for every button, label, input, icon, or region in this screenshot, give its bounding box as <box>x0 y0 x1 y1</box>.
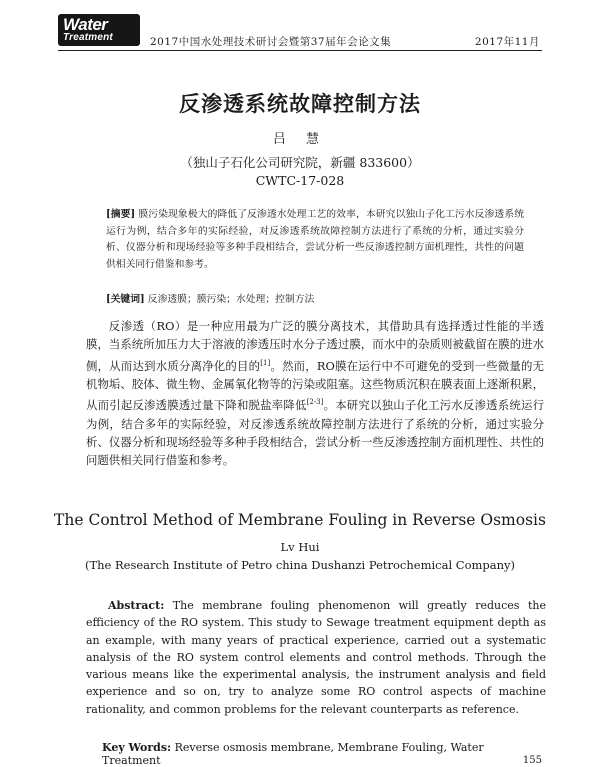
english-abstract <box>86 597 546 718</box>
english-keywords-text: Reverse osmosis membrane, Membrane Fouling, Water Treatment <box>102 741 484 767</box>
chinese-affiliation: （独山子石化公司研究院，新疆 833600） <box>180 155 420 170</box>
chinese-author: 吕 慧 <box>272 132 328 147</box>
chinese-keywords-label: [关键词] <box>106 294 145 305</box>
english-abstract-text: The membrane fouling phenomenon will greatly reduces the efficiency of the RO system. This study to Sewage treatment equipment depth as an example, with many years of practical experience, carried out a systematic analysis of the RO system control elements and control methods. Through the various means like the experimental analysis, the instrument analysis and field experience and so on, try to analyze some RO control aspects of machine rationality, and common problems for the relevant counterparts as reference. <box>86 599 546 716</box>
issue-date: 2017年11月 <box>474 36 540 48</box>
chinese-title: 反渗透系统故障控制方法 <box>179 91 421 116</box>
body-text-part-3: 。本研究以独山子化工污水反渗透系统运行为例，结合多年的实际经验，对反渗透系统故障控制方法进行了系统的分析，通过实验分析、仪器分析和现场经验等多种手段相结合，尝试分析一些反渗透控制方面机理性、共性的问题供相关同行借鉴和参考。 <box>86 398 544 468</box>
chinese-abstract-text: 膜污染现象极大的降低了反渗透水处理工艺的效率，本研究以独山子化工污水反渗透系统运行为例，结合多年的实际经验，对反渗透系统故障控制方法进行了系统的分析，通过实验分析、仪器分析和现场经验等多种手段相结合，尝试分析一些反渗透控制方面机理性，共性的问题供相关同行借鉴和参考。 <box>106 209 525 270</box>
chinese-abstract-label: [摘要] <box>106 209 136 220</box>
english-keywords <box>102 741 542 767</box>
english-author: Lv Hui <box>280 540 320 554</box>
english-title: The Control Method of Membrane Fouling in Reverse Osmosis <box>54 511 546 529</box>
chinese-keywords <box>106 291 524 305</box>
journal-name: 2017中国水处理技术研讨会暨第37届年会论文集 <box>150 36 392 48</box>
journal-logo <box>58 14 140 46</box>
english-abstract-label: Abstract: <box>108 599 165 612</box>
chinese-abstract <box>106 207 524 273</box>
english-affiliation: (The Research Institute of Petro china Dushanzi Petrochemical Company) <box>84 558 516 572</box>
citation-1: [1] <box>260 358 271 367</box>
running-header <box>150 34 540 49</box>
body-text-part-1: 反渗透（RO）是一种应用最为广泛的膜分离技术，其借助具有选择透过性能的半透膜，当系统所加压力大于溶液的渗透压时水分子透过膜，而水中的杂质则被截留在膜的进水侧，从而达到水质分离净化的目的 <box>86 319 544 373</box>
page-number: 155 <box>522 755 542 766</box>
english-keywords-label: Key Words: <box>102 741 172 754</box>
logo-line-1: Water <box>63 15 108 34</box>
chinese-keywords-text: 反渗透膜；膜污染；水处理；控制方法 <box>147 294 315 305</box>
citation-2-3: [2-3] <box>306 398 324 407</box>
english-abstract-paragraph <box>86 597 546 718</box>
body-text-part-2: 。然而，RO膜在运行中不可避免的受到一些微量的无机物垢、胶体、微生物、金属氧化物等的污染或阻塞。这些物质沉积在膜表面上逐渐积累，从而引起反渗透膜透过量下降和脱盐率降低 <box>86 358 544 413</box>
logo-line-2: Treatment <box>63 32 113 43</box>
chinese-body <box>86 317 544 470</box>
header-rule <box>58 50 542 51</box>
paper-code: CWTC-17-028 <box>255 173 345 188</box>
chinese-body-paragraph <box>86 317 544 470</box>
